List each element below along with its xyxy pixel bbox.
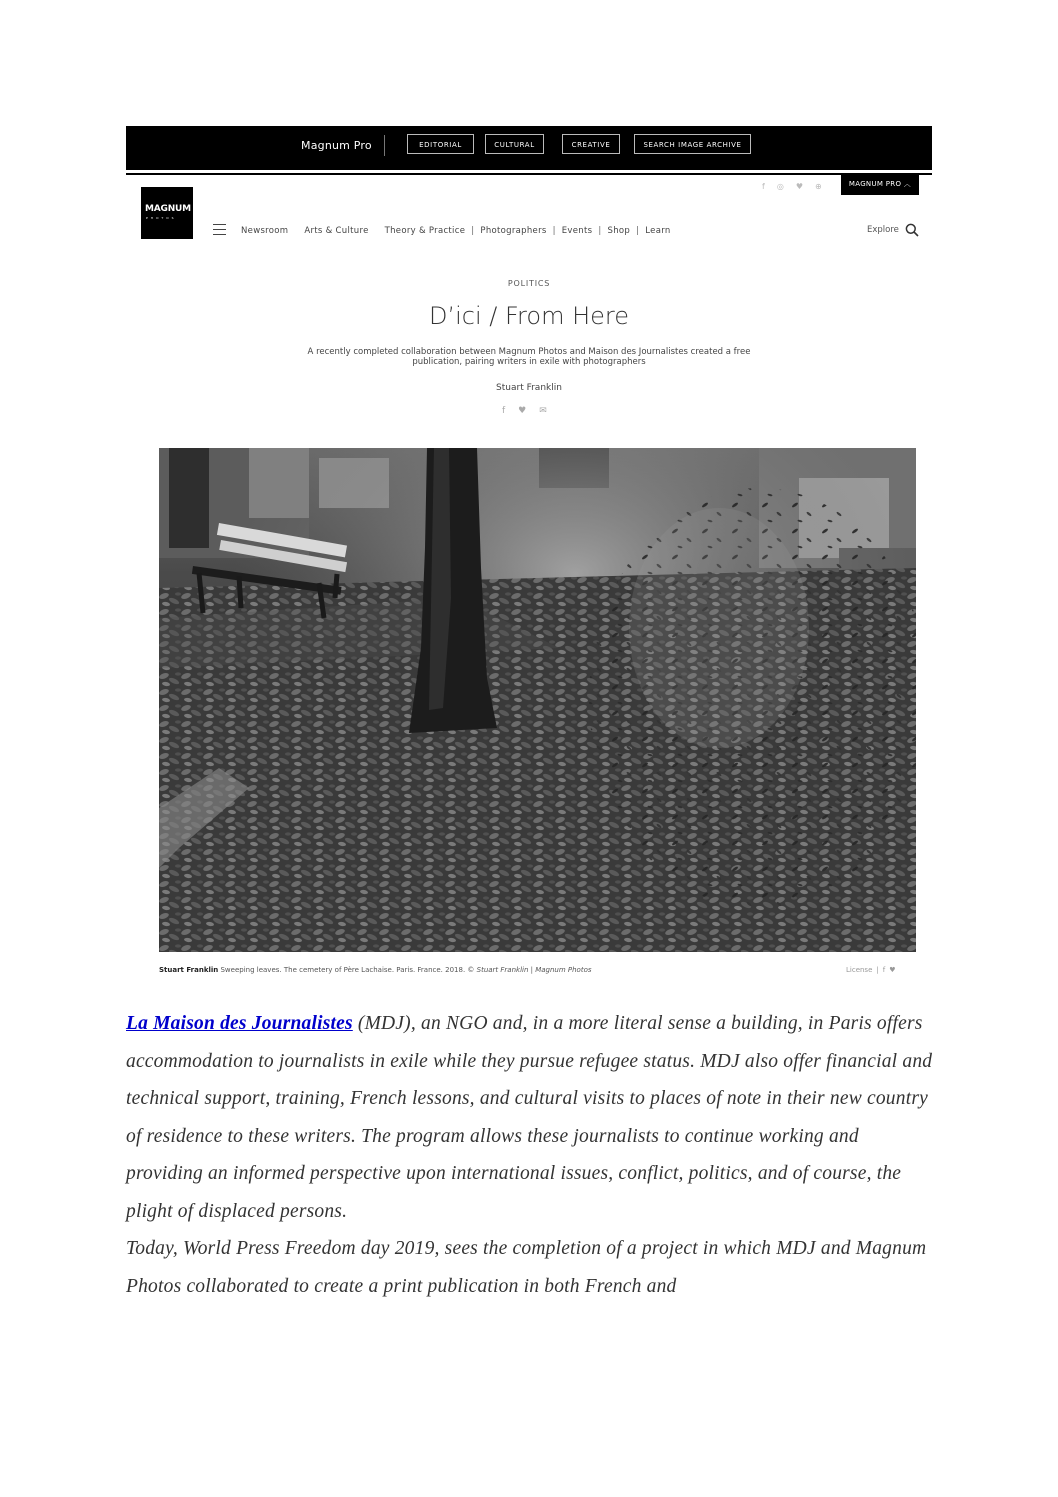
license-separator: |	[876, 966, 879, 974]
nav-item-shop[interactable]: Shop	[607, 226, 631, 236]
facebook-icon[interactable]: f	[762, 182, 765, 191]
photo-license	[846, 966, 896, 974]
twitter-icon[interactable]: ♥	[889, 966, 896, 974]
caption-credit: © Stuart Franklin | Magnum Photos	[467, 966, 592, 974]
embedded-screenshot	[126, 126, 932, 990]
nav-separator: |	[598, 226, 602, 236]
nav-separator: |	[471, 226, 475, 236]
nav-item-theory-practice[interactable]: Theory & Practice	[384, 226, 466, 236]
pinterest-icon[interactable]: ⊕	[814, 182, 822, 191]
twitter-icon[interactable]: ♥	[795, 182, 803, 191]
facebook-icon[interactable]: f	[882, 966, 886, 974]
paragraph	[126, 1005, 938, 1230]
nav-item-newsroom[interactable]: Newsroom	[241, 226, 289, 236]
cultural-button[interactable]: CULTURAL	[485, 134, 544, 154]
nav-separator: |	[552, 226, 556, 236]
explore-link[interactable]: Explore	[867, 225, 899, 235]
nav-item-photographers[interactable]: Photographers	[480, 226, 547, 236]
nav-separator: |	[636, 226, 640, 236]
nav-item-learn[interactable]: Learn	[645, 226, 671, 236]
editorial-button[interactable]: EDITORIAL	[407, 134, 474, 154]
magnum-pro-tab[interactable]: MAGNUM PRO ︿	[841, 174, 919, 195]
magnum-logo[interactable]	[141, 187, 193, 239]
magnum-pro-brand[interactable]: Magnum Pro	[301, 139, 372, 152]
article-standfirst: A recently completed collaboration between Magnum Photos and Maison des Journalistes created a free publication, pairing writers in exile with photographers	[307, 347, 751, 367]
cemetery-leaves-image	[159, 448, 916, 952]
caption-photographer[interactable]: Stuart Franklin	[159, 966, 219, 974]
header-social-links	[762, 182, 822, 191]
nav-item-events[interactable]: Events	[561, 226, 593, 236]
license-link[interactable]: License	[846, 966, 873, 974]
search-icon[interactable]	[905, 223, 919, 237]
logo-subtitle: PHOTOS	[146, 216, 177, 220]
search-image-archive-button[interactable]: SEARCH IMAGE ARCHIVE	[634, 134, 751, 154]
main-nav	[241, 226, 671, 236]
article-byline[interactable]: Stuart Franklin	[496, 383, 562, 393]
nav-item-arts-culture[interactable]: Arts & Culture	[304, 226, 369, 236]
maison-des-journalistes-link[interactable]: La Maison des Journalistes	[126, 1013, 353, 1034]
paragraph: Today, World Press Freedom day 2019, sees the completion of a project in which MDJ and Magnum Photos collaborated to create a print publication in both French and	[126, 1238, 927, 1297]
menu-icon[interactable]	[213, 224, 226, 235]
paragraph-text: (MDJ), an NGO and, in a more literal sense a building, in Paris offers accommodation to journalists in exile while they pursue refugee status. MDJ also offer financial and technical support, training, French lessons, and cultural visits to places of note in their new country of residence to these writers. The program allows these journalists to continue working and providing an informed perspective upon international issues, conflict, politics, and of course, the plight of displaced persons.	[126, 1013, 933, 1222]
brand-divider	[384, 135, 385, 156]
magnum-pro-bar	[126, 126, 932, 173]
article-share	[502, 406, 547, 416]
document-body	[126, 1005, 938, 1305]
creative-button[interactable]: CREATIVE	[562, 134, 620, 154]
article-category[interactable]: POLITICS	[507, 279, 551, 288]
caption-text: Sweeping leaves. The cemetery of Père Lachaise. Paris. France. 2018.	[218, 966, 468, 974]
facebook-icon[interactable]: f	[502, 406, 506, 416]
lead-photo[interactable]	[159, 448, 916, 952]
twitter-icon[interactable]: ♥	[518, 406, 527, 416]
article-title: D’ici / From Here	[429, 302, 629, 330]
instagram-icon[interactable]: ◎	[776, 182, 784, 191]
logo-wordmark: MAGNUM	[145, 204, 191, 214]
email-icon[interactable]: ✉	[539, 406, 547, 416]
photo-caption	[159, 965, 619, 976]
